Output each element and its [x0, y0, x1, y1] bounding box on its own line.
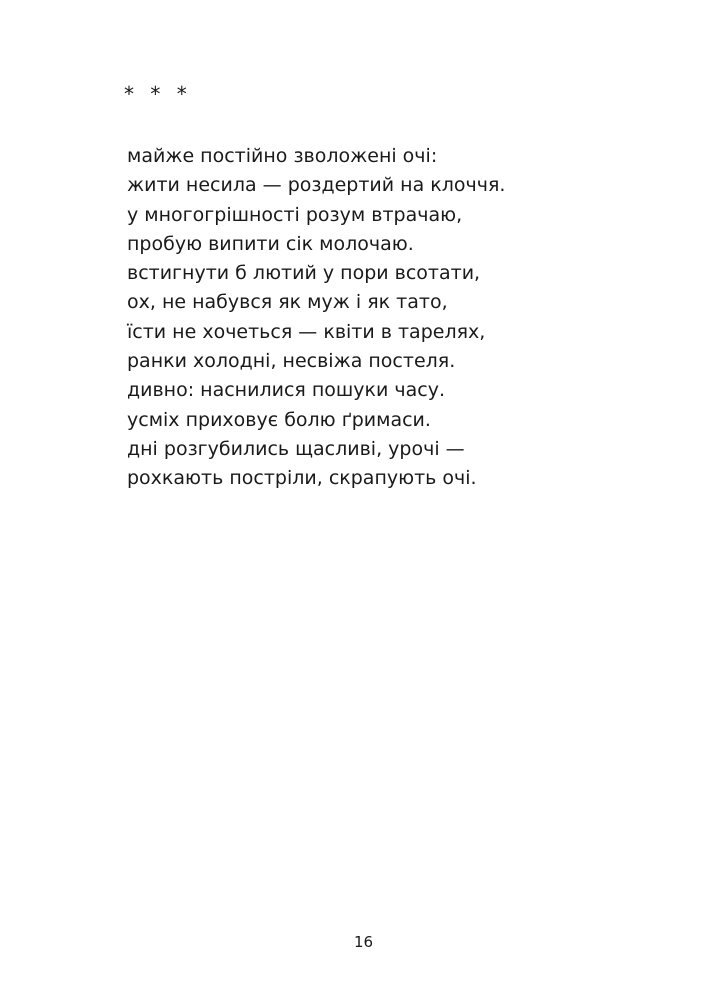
section-divider-asterisks: * * *	[124, 82, 187, 106]
poem-line: встигнути б лютий у пори всотати,	[127, 262, 481, 285]
poem-line: ох, не набувся як муж і як тато,	[127, 291, 448, 314]
poem-line: ранки холодні, несвіжа постеля.	[127, 350, 456, 373]
poem-line: пробую випити сік молочаю.	[127, 232, 414, 255]
poem-line: дивно: наснилися пошуки часу.	[127, 379, 445, 402]
poem-line: рохкають постріли, скрапують очі.	[127, 467, 477, 490]
poem-line: їсти не хочеться — квіти в тарелях,	[127, 320, 486, 343]
poem-text	[127, 142, 505, 494]
poem-line: дні розгубились щасливі, урочі —	[127, 437, 465, 460]
poem-line: усміх приховує болю ґримаси.	[127, 408, 431, 431]
page-number: 16	[353, 933, 374, 951]
poem-line: майже постійно зволожені очі:	[127, 145, 438, 167]
poem-line: жити несила — роздертий на клоччя.	[127, 174, 506, 197]
poem-line: у многогрішності розум втрачаю,	[127, 203, 463, 226]
